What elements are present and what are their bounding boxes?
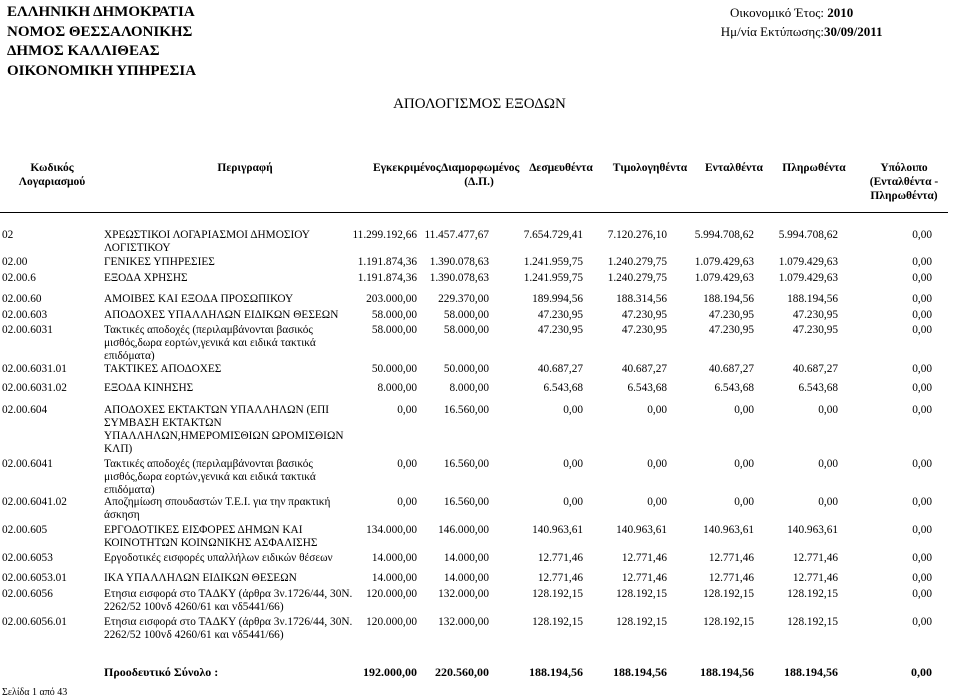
account-code: 02.00.6053 [2, 552, 53, 564]
account-description: ΓΕΝΙΚΕΣ ΥΠΗΡΕΣΙΕΣ [104, 256, 215, 268]
total-amount: 188.194,56 [529, 665, 583, 679]
amount-cell: 16.560,00 [443, 496, 489, 508]
print-date-label: Ημ/νία Εκτύπωσης: [720, 24, 824, 39]
amount-cell: 132.000,00 [438, 588, 489, 600]
amount-cell: 5.994.708,62 [778, 229, 838, 241]
amount-cell: 0,00 [734, 458, 754, 470]
amount-cell: 128.192,15 [703, 588, 754, 600]
amount-cell: 16.560,00 [443, 458, 489, 470]
total-amount: 188.194,56 [613, 665, 667, 679]
amount-cell: 203.000,00 [366, 293, 417, 305]
account-code: 02 [2, 229, 14, 241]
amount-cell: 0,00 [647, 458, 667, 470]
amount-cell: 6.543,68 [543, 382, 583, 394]
header-org [7, 3, 196, 81]
total-amount: 188.194,56 [784, 665, 838, 679]
account-description: ΕΡΓΟΔΟΤΙΚΕΣ ΕΙΣΦΟΡΕΣ ΔΗΜΩΝ ΚΑΙ ΚΟΙΝΟΤΗΤΩΝ ΚΟΙΝΩΝΙΚΗΣ ΑΣΦΑΛΙΣΗΣ [104, 524, 318, 549]
amount-cell: 132.000,00 [438, 616, 489, 628]
total-amount: 220.560,00 [435, 665, 489, 679]
amount-cell: 40.687,27 [537, 363, 583, 375]
amount-cell: 40.687,27 [792, 363, 838, 375]
amount-cell: 140.963,61 [532, 524, 583, 536]
account-description: Τακτικές αποδοχές (περιλαμβάνονται βασικός μισθός,δωρα εορτών,γενικά και ειδικά τακτικά επιδόματα) [104, 458, 316, 496]
amount-cell: 0,00 [912, 616, 932, 628]
account-description: ΕΞΟΔΑ ΧΡΗΣΗΣ [104, 272, 188, 284]
amount-cell: 12.771,46 [537, 552, 583, 564]
amount-cell: 128.192,15 [532, 588, 583, 600]
amount-cell: 128.192,15 [616, 588, 667, 600]
col-header-balance: Υπόλοιπο (Ενταλθέντα - Πληρωθέντα) [869, 162, 939, 202]
amount-cell: 128.192,15 [703, 616, 754, 628]
account-code: 02.00.6 [2, 272, 36, 284]
col-header-code: Κωδικός Λογαριασμού [18, 162, 86, 188]
amount-cell: 0,00 [912, 382, 932, 394]
col-header-desc: Περιγραφή [217, 162, 273, 174]
account-description: ΤΑΚΤΙΚΕΣ ΑΠΟΔΟΧΕΣ [104, 363, 222, 375]
amount-cell: 0,00 [912, 572, 932, 584]
amount-cell: 14.000,00 [371, 552, 417, 564]
account-description: Εργοδοτικές εισφορές υπαλλήλων ειδικών θέσεων [104, 552, 333, 564]
amount-cell: 0,00 [912, 524, 932, 536]
amount-cell: 6.543,68 [714, 382, 754, 394]
account-description: ΑΜΟΙΒΕΣ ΚΑΙ ΕΞΟΔΑ ΠΡΟΣΩΠΙΚΟΥ [104, 293, 294, 305]
account-code: 02.00.60 [2, 293, 42, 305]
amount-cell: 11.299.192,66 [352, 229, 417, 241]
account-code: 02.00.6056.01 [2, 616, 67, 628]
amount-cell: 8.000,00 [449, 382, 489, 394]
amount-cell: 50.000,00 [371, 363, 417, 375]
account-description: ΙΚΑ ΥΠΑΛΛΗΛΩΝ ΕΙΔΙΚΩΝ ΘΕΣΕΩΝ [104, 572, 297, 584]
amount-cell: 12.771,46 [708, 572, 754, 584]
account-code: 02.00.6031.02 [2, 382, 67, 394]
amount-cell: 0,00 [647, 496, 667, 508]
col-header-paid: Πληρωθέντα [782, 162, 846, 174]
amount-cell: 1.191.874,36 [357, 256, 417, 268]
account-code: 02.00 [2, 256, 28, 268]
amount-cell: 128.192,15 [787, 616, 838, 628]
account-code: 02.00.604 [2, 404, 48, 416]
col-header-ordered: Ενταλθέντα [705, 162, 763, 174]
amount-cell: 1.240.279,75 [607, 272, 667, 284]
amount-cell: 1.079.429,63 [694, 272, 754, 284]
header-divider [0, 212, 948, 213]
total-amount: 0,00 [911, 665, 932, 679]
amount-cell: 58.000,00 [443, 309, 489, 321]
amount-cell: 0,00 [912, 324, 932, 336]
amount-cell: 1.241.959,75 [523, 256, 583, 268]
amount-cell: 1.191.874,36 [357, 272, 417, 284]
amount-cell: 0,00 [563, 496, 583, 508]
amount-cell: 8.000,00 [377, 382, 417, 394]
amount-cell: 5.994.708,62 [694, 229, 754, 241]
col-header-approved: Εγκεκριμένος [373, 162, 441, 174]
amount-cell: 229.370,00 [438, 293, 489, 305]
amount-cell: 50.000,00 [443, 363, 489, 375]
account-code: 02.00.6031 [2, 324, 53, 336]
amount-cell: 47.230,95 [792, 309, 838, 321]
amount-cell: 120.000,00 [366, 616, 417, 628]
amount-cell: 0,00 [563, 404, 583, 416]
amount-cell: 128.192,15 [616, 616, 667, 628]
amount-cell: 58.000,00 [371, 324, 417, 336]
account-description: ΑΠΟΔΟΧΕΣ ΕΚΤΑΚΤΩΝ ΥΠΑΛΛΗΛΩΝ (ΕΠΙ ΣΥΜΒΑΣΗ ΕΚΤΑΚΤΩΝ ΥΠΑΛΛΗΛΩΝ,ΗΜΕΡΟΜΙΣΘΙΩΝ ΩΡΟΜΙΣΘΙΩΝ ΚΛΠ) [104, 404, 344, 455]
amount-cell: 0,00 [912, 229, 932, 241]
amount-cell: 188.314,56 [616, 293, 667, 305]
header-meta [712, 3, 883, 41]
amount-cell: 11.457.477,67 [424, 229, 489, 241]
amount-cell: 1.079.429,63 [778, 272, 838, 284]
page-footer: Σελίδα 1 από 43 [2, 687, 68, 698]
account-description: Ετησια εισφορά στο ΤΑΔΚΥ (άρθρα 3ν.1726/44, 30Ν. 2262/52 100vδ 4260/61 και vδ5441/66) [104, 588, 353, 613]
amount-cell: 47.230,95 [792, 324, 838, 336]
amount-cell: 1.079.429,63 [778, 256, 838, 268]
col-header-modified: Διαμορφωμένος (Δ.Π.) [441, 162, 520, 188]
amount-cell: 0,00 [912, 363, 932, 375]
account-code: 02.00.605 [2, 524, 48, 536]
amount-cell: 0,00 [734, 496, 754, 508]
amount-cell: 0,00 [912, 496, 932, 508]
amount-cell: 12.771,46 [621, 552, 667, 564]
amount-cell: 7.654.729,41 [523, 229, 583, 241]
amount-cell: 0,00 [912, 293, 932, 305]
amount-cell: 1.079.429,63 [694, 256, 754, 268]
amount-cell: 6.543,68 [798, 382, 838, 394]
amount-cell: 0,00 [734, 404, 754, 416]
account-code: 02.00.6056 [2, 588, 53, 600]
amount-cell: 140.963,61 [787, 524, 838, 536]
amount-cell: 0,00 [912, 458, 932, 470]
amount-cell: 14.000,00 [443, 552, 489, 564]
header-line: ΟΙΚΟΝΟΜΙΚΗ ΥΠΗΡΕΣΙΑ [7, 62, 197, 79]
amount-cell: 0,00 [397, 404, 417, 416]
amount-cell: 16.560,00 [443, 404, 489, 416]
amount-cell: 47.230,95 [621, 324, 667, 336]
header-line: ΝΟΜΟΣ ΘΕΣΣΑΛΟΝΙΚΗΣ [7, 23, 193, 40]
print-date: 30/09/2011 [824, 24, 883, 39]
amount-cell: 0,00 [397, 458, 417, 470]
amount-cell: 47.230,95 [537, 324, 583, 336]
amount-cell: 0,00 [818, 404, 838, 416]
col-header-committed: Δεσμευθέντα [529, 162, 593, 174]
amount-cell: 0,00 [912, 256, 932, 268]
amount-cell: 146.000,00 [438, 524, 489, 536]
amount-cell: 12.771,46 [792, 572, 838, 584]
amount-cell: 58.000,00 [371, 309, 417, 321]
account-description: Ετησια εισφορά στο ΤΑΔΚΥ (άρθρα 3ν.1726/44, 30Ν. 2262/52 100vδ 4260/61 και vδ5441/66) [104, 616, 353, 641]
amount-cell: 128.192,15 [787, 588, 838, 600]
amount-cell: 12.771,46 [621, 572, 667, 584]
account-description: ΑΠΟΔΟΧΕΣ ΥΠΑΛΛΗΛΩΝ ΕΙΔΙΚΩΝ ΘΕΣΕΩΝ [104, 309, 339, 321]
amount-cell: 12.771,46 [537, 572, 583, 584]
amount-cell: 128.192,15 [532, 616, 583, 628]
amount-cell: 40.687,27 [708, 363, 754, 375]
account-description: ΧΡΕΩΣΤΙΚΟΙ ΛΟΓΑΡΙΑΣΜΟΙ ΔΗΜΟΣΙΟΥ ΛΟΓΙΣΤΙΚΟΥ [104, 229, 310, 254]
fiscal-year: 2010 [827, 5, 854, 20]
account-code: 02.00.6053.01 [2, 572, 67, 584]
amount-cell: 6.543,68 [627, 382, 667, 394]
amount-cell: 0,00 [818, 458, 838, 470]
account-code: 02.00.6031.01 [2, 363, 67, 375]
amount-cell: 189.994,56 [532, 293, 583, 305]
amount-cell: 0,00 [912, 272, 932, 284]
account-description: ΕΞΟΔΑ ΚΙΝΗΣΗΣ [104, 382, 194, 394]
amount-cell: 0,00 [563, 458, 583, 470]
amount-cell: 1.240.279,75 [607, 256, 667, 268]
amount-cell: 14.000,00 [371, 572, 417, 584]
amount-cell: 12.771,46 [708, 552, 754, 564]
account-code: 02.00.6041 [2, 458, 53, 470]
amount-cell: 1.241.959,75 [523, 272, 583, 284]
amount-cell: 0,00 [397, 496, 417, 508]
amount-cell: 0,00 [912, 404, 932, 416]
amount-cell: 0,00 [912, 552, 932, 564]
amount-cell: 188.194,56 [787, 293, 838, 305]
amount-cell: 140.963,61 [616, 524, 667, 536]
amount-cell: 0,00 [818, 496, 838, 508]
account-code: 02.00.6041.02 [2, 496, 67, 508]
header-line: ΕΛΛΗΝΙΚΗ ΔΗΜΟΚΡΑΤΙΑ [7, 4, 195, 20]
header-line: ΔΗΜΟΣ ΚΑΛΛΙΘΕΑΣ [7, 43, 160, 59]
fiscal-year-label: Οικονομικό Έτος: [729, 5, 824, 20]
amount-cell: 1.390.078,63 [429, 256, 489, 268]
report-title: ΑΠΟΛΟΓΙΣΜΟΣ ΕΞΟΔΩΝ [393, 96, 566, 112]
amount-cell: 47.230,95 [708, 309, 754, 321]
amount-cell: 188.194,56 [703, 293, 754, 305]
account-description: Αποζημίωση σπουδαστών Τ.Ε.Ι. για την πρακτική άσκηση [104, 496, 331, 521]
amount-cell: 120.000,00 [366, 588, 417, 600]
amount-cell: 47.230,95 [621, 309, 667, 321]
account-description: Τακτικές αποδοχές (περιλαμβάνονται βασικός μισθός,δωρα εορτών,γενικά και ειδικά τακτικά επιδόματα) [104, 324, 316, 362]
amount-cell: 7.120.276,10 [607, 229, 667, 241]
amount-cell: 58.000,00 [443, 324, 489, 336]
amount-cell: 14.000,00 [443, 572, 489, 584]
account-code: 02.00.603 [2, 309, 48, 321]
amount-cell: 47.230,95 [708, 324, 754, 336]
total-amount: 192.000,00 [363, 665, 417, 679]
amount-cell: 0,00 [647, 404, 667, 416]
amount-cell: 12.771,46 [792, 552, 838, 564]
amount-cell: 47.230,95 [537, 309, 583, 321]
amount-cell: 1.390.078,63 [429, 272, 489, 284]
amount-cell: 0,00 [912, 588, 932, 600]
total-amount: 188.194,56 [700, 665, 754, 679]
amount-cell: 40.687,27 [621, 363, 667, 375]
amount-cell: 140.963,61 [703, 524, 754, 536]
amount-cell: 0,00 [912, 309, 932, 321]
amount-cell: 134.000,00 [366, 524, 417, 536]
totals-label: Προοδευτικό Σύνολο : [104, 665, 219, 679]
col-header-invoiced: Τιμολογηθέντα [612, 162, 688, 174]
